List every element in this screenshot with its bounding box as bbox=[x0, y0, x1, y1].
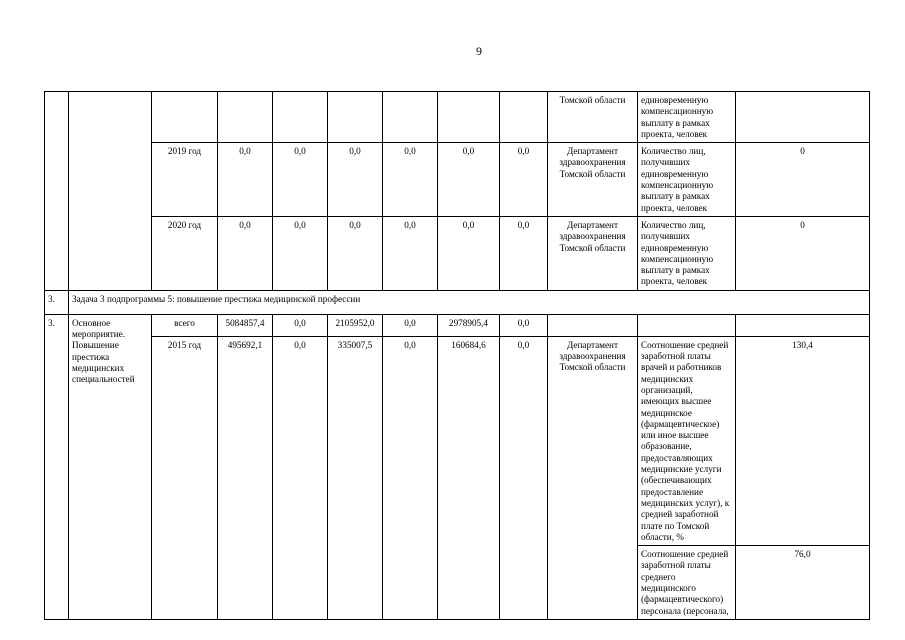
cell-empty bbox=[548, 314, 638, 336]
cell-year: 2020 год bbox=[152, 216, 218, 290]
cell-department: Департамент здравоохранения Томской области bbox=[548, 336, 638, 619]
cell-year: 2019 год bbox=[152, 143, 218, 217]
page-number: 9 bbox=[476, 44, 482, 58]
cell-indicator: Количество лиц, получивших единовременную компенсационную выплату в рамках проекта, человек bbox=[638, 143, 736, 217]
table-row-2019 bbox=[45, 143, 870, 217]
cell-department: Томской области bbox=[548, 92, 638, 143]
cell-value: 0,0 bbox=[383, 336, 438, 619]
table-row-2015 bbox=[45, 336, 870, 545]
cell-value: 495692,1 bbox=[218, 336, 273, 619]
cell-value: 0,0 bbox=[273, 143, 328, 217]
cell-value: 0,0 bbox=[383, 314, 438, 336]
cell-value: 2105952,0 bbox=[328, 314, 383, 336]
cell-value: 0,0 bbox=[500, 336, 548, 619]
cell-empty bbox=[500, 92, 548, 143]
table-row-continuation bbox=[45, 92, 870, 143]
subprogram-table bbox=[44, 91, 870, 620]
cell-empty-name bbox=[69, 92, 152, 291]
cell-empty bbox=[736, 314, 870, 336]
cell-empty bbox=[383, 92, 438, 143]
cell-empty bbox=[273, 92, 328, 143]
cell-empty bbox=[152, 92, 218, 143]
cell-event-name: Основное мероприятие. Повышение престижа медицинских специальностей bbox=[69, 314, 152, 619]
table-row-total bbox=[45, 314, 870, 336]
cell-empty bbox=[328, 92, 383, 143]
cell-value: 335007,5 bbox=[328, 336, 383, 619]
cell-value: 0,0 bbox=[218, 143, 273, 217]
cell-task-number: 3. bbox=[45, 290, 69, 314]
cell-empty bbox=[438, 92, 500, 143]
cell-empty bbox=[638, 314, 736, 336]
cell-value: 0,0 bbox=[500, 216, 548, 290]
cell-target: 130,4 bbox=[736, 336, 870, 545]
table-row-2020 bbox=[45, 216, 870, 290]
cell-value: 0,0 bbox=[273, 216, 328, 290]
cell-value: 2978905,4 bbox=[438, 314, 500, 336]
cell-value: 0,0 bbox=[500, 143, 548, 217]
cell-value: 0,0 bbox=[273, 314, 328, 336]
cell-event-number: 3. bbox=[45, 314, 69, 619]
cell-empty bbox=[218, 92, 273, 143]
cell-value: 0,0 bbox=[328, 143, 383, 217]
cell-total-label: всего bbox=[152, 314, 218, 336]
cell-indicator: единовременную компенсационную выплату в рамках проекта, человек bbox=[638, 92, 736, 143]
cell-indicator: Соотношение средней заработной платы среднего медицинского (фармацевтического) персонала (персонала, bbox=[638, 546, 736, 620]
cell-value: 0,0 bbox=[500, 314, 548, 336]
cell-empty-target bbox=[736, 92, 870, 143]
cell-indicator: Соотношение средней заработной платы врачей и работников медицинских организаций, имеющих высшее медицинское (фармацевтическое) или иное высшее образование, предоставляющих медицинские услуги (обеспечивающих предоставление медицинских услуг), к средней заработной плате по Томской области, % bbox=[638, 336, 736, 545]
cell-department: Департамент здравоохранения Томской области bbox=[548, 143, 638, 217]
table-row-task bbox=[45, 290, 870, 314]
cell-value: 0,0 bbox=[273, 336, 328, 619]
cell-target: 76,0 bbox=[736, 546, 870, 620]
cell-department: Департамент здравоохранения Томской области bbox=[548, 216, 638, 290]
cell-target: 0 bbox=[736, 216, 870, 290]
cell-empty-number bbox=[45, 92, 69, 291]
cell-value: 0,0 bbox=[328, 216, 383, 290]
cell-indicator: Количество лиц, получивших единовременную компенсационную выплату в рамках проекта, человек bbox=[638, 216, 736, 290]
cell-value: 0,0 bbox=[383, 143, 438, 217]
cell-year: 2015 год bbox=[152, 336, 218, 619]
cell-value: 0,0 bbox=[438, 216, 500, 290]
cell-value: 160684,6 bbox=[438, 336, 500, 619]
cell-task-title: Задача 3 подпрограммы 5: повышение престижа медицинской профессии bbox=[69, 290, 870, 314]
cell-value: 0,0 bbox=[383, 216, 438, 290]
cell-target: 0 bbox=[736, 143, 870, 217]
cell-value: 0,0 bbox=[438, 143, 500, 217]
cell-value: 5084857,4 bbox=[218, 314, 273, 336]
cell-value: 0,0 bbox=[218, 216, 273, 290]
